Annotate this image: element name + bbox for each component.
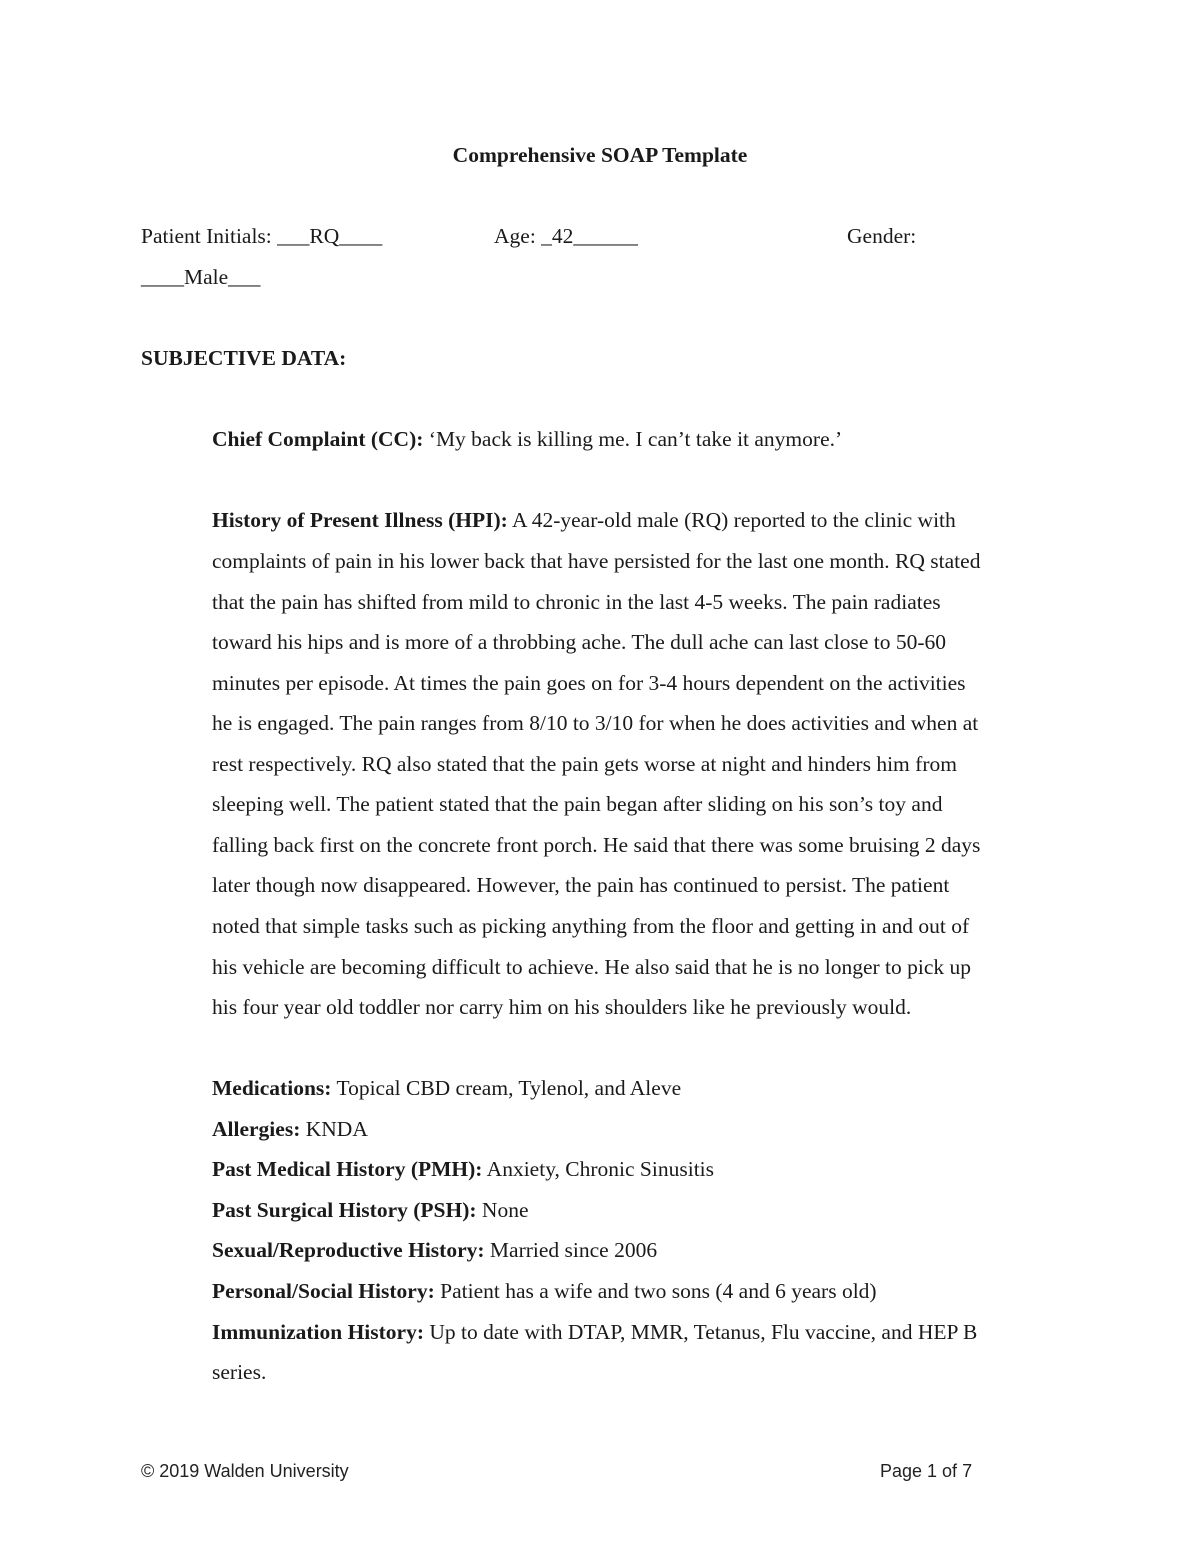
patient-age xyxy=(494,224,638,249)
immunization-history xyxy=(212,1320,977,1345)
hpi-line: toward his hips and is more of a throbbing ache. The dull ache can last close to 50-60 xyxy=(212,630,946,654)
srh-text: Married since 2006 xyxy=(489,1238,658,1262)
past-surgical-history xyxy=(212,1198,529,1223)
pmh-label: Past Medical History (PMH): xyxy=(212,1157,483,1181)
allergies-text: KNDA xyxy=(305,1117,368,1141)
chief-complaint-label: Chief Complaint (CC): xyxy=(212,427,424,451)
past-medical-history xyxy=(212,1157,714,1182)
patient-initials-value: ___RQ____ xyxy=(277,224,383,248)
sexual-reproductive-history xyxy=(212,1238,657,1263)
patient-gender-label: Gender: xyxy=(847,224,917,248)
footer-copyright: © 2019 Walden University xyxy=(141,1461,349,1481)
hpi-line: minutes per episode. At times the pain goes on for 3-4 hours dependent on the activities xyxy=(212,671,966,695)
subjective-heading: SUBJECTIVE DATA: xyxy=(141,346,347,370)
document-title: Comprehensive SOAP Template xyxy=(452,143,748,167)
patient-gender-value: ____Male___ xyxy=(141,265,261,289)
patient-initials-label: Patient Initials: xyxy=(141,224,272,248)
patient-age-label: Age: xyxy=(494,224,536,248)
hpi-line: his four year old toddler nor carry him on his shoulders like he previously would. xyxy=(212,995,912,1019)
footer-page-number: Page 1 of 7 xyxy=(880,1461,973,1481)
psh-text: None xyxy=(481,1198,529,1222)
patient-initials xyxy=(141,224,382,249)
hpi-line: later though now disappeared. However, the pain has continued to persist. The patient xyxy=(212,873,950,897)
pmh-text: Anxiety, Chronic Sinusitis xyxy=(486,1157,715,1181)
hpi-line: A 42-year-old male (RQ) reported to the clinic with xyxy=(512,508,956,532)
patient-age-value: _42______ xyxy=(541,224,638,248)
hpi-line: falling back first on the concrete front porch. He said that there was some bruising 2 days xyxy=(212,833,981,857)
allergies-label: Allergies: xyxy=(212,1117,301,1141)
chief-complaint xyxy=(212,427,842,452)
allergies xyxy=(212,1117,368,1142)
hpi-first-line xyxy=(212,508,956,533)
hpi-line: his vehicle are becoming difficult to achieve. He also said that he is no longer to pick up xyxy=(212,955,972,979)
personal-social-history xyxy=(212,1279,877,1304)
immunization-label: Immunization History: xyxy=(212,1320,425,1344)
medications-label: Medications: xyxy=(212,1076,332,1100)
srh-label: Sexual/Reproductive History: xyxy=(212,1238,485,1262)
medications xyxy=(212,1076,681,1101)
psoc-text: Patient has a wife and two sons (4 and 6 years old) xyxy=(440,1279,877,1303)
hpi-line: noted that simple tasks such as picking anything from the floor and getting in and out of xyxy=(212,914,970,938)
immunization-text: Up to date with DTAP, MMR, Tetanus, Flu vaccine, and HEP B xyxy=(429,1320,978,1344)
immunization-continuation: series. xyxy=(212,1360,267,1384)
medications-text: Topical CBD cream, Tylenol, and Aleve xyxy=(336,1076,682,1100)
psoc-label: Personal/Social History: xyxy=(212,1279,435,1303)
hpi-line: complaints of pain in his lower back that have persisted for the last one month. RQ stated xyxy=(212,549,981,573)
hpi-line: he is engaged. The pain ranges from 8/10 to 3/10 for when he does activities and when at xyxy=(212,711,979,735)
hpi-label: History of Present Illness (HPI): xyxy=(212,508,508,532)
hpi-line: that the pain has shifted from mild to chronic in the last 4-5 weeks. The pain radiates xyxy=(212,590,941,614)
chief-complaint-text: ‘My back is killing me. I can’t take it anymore.’ xyxy=(428,427,843,451)
hpi-line: rest respectively. RQ also stated that the pain gets worse at night and hinders him from xyxy=(212,752,957,776)
hpi-line: sleeping well. The patient stated that the pain began after sliding on his son’s toy and xyxy=(212,792,943,816)
psh-label: Past Surgical History (PSH): xyxy=(212,1198,477,1222)
